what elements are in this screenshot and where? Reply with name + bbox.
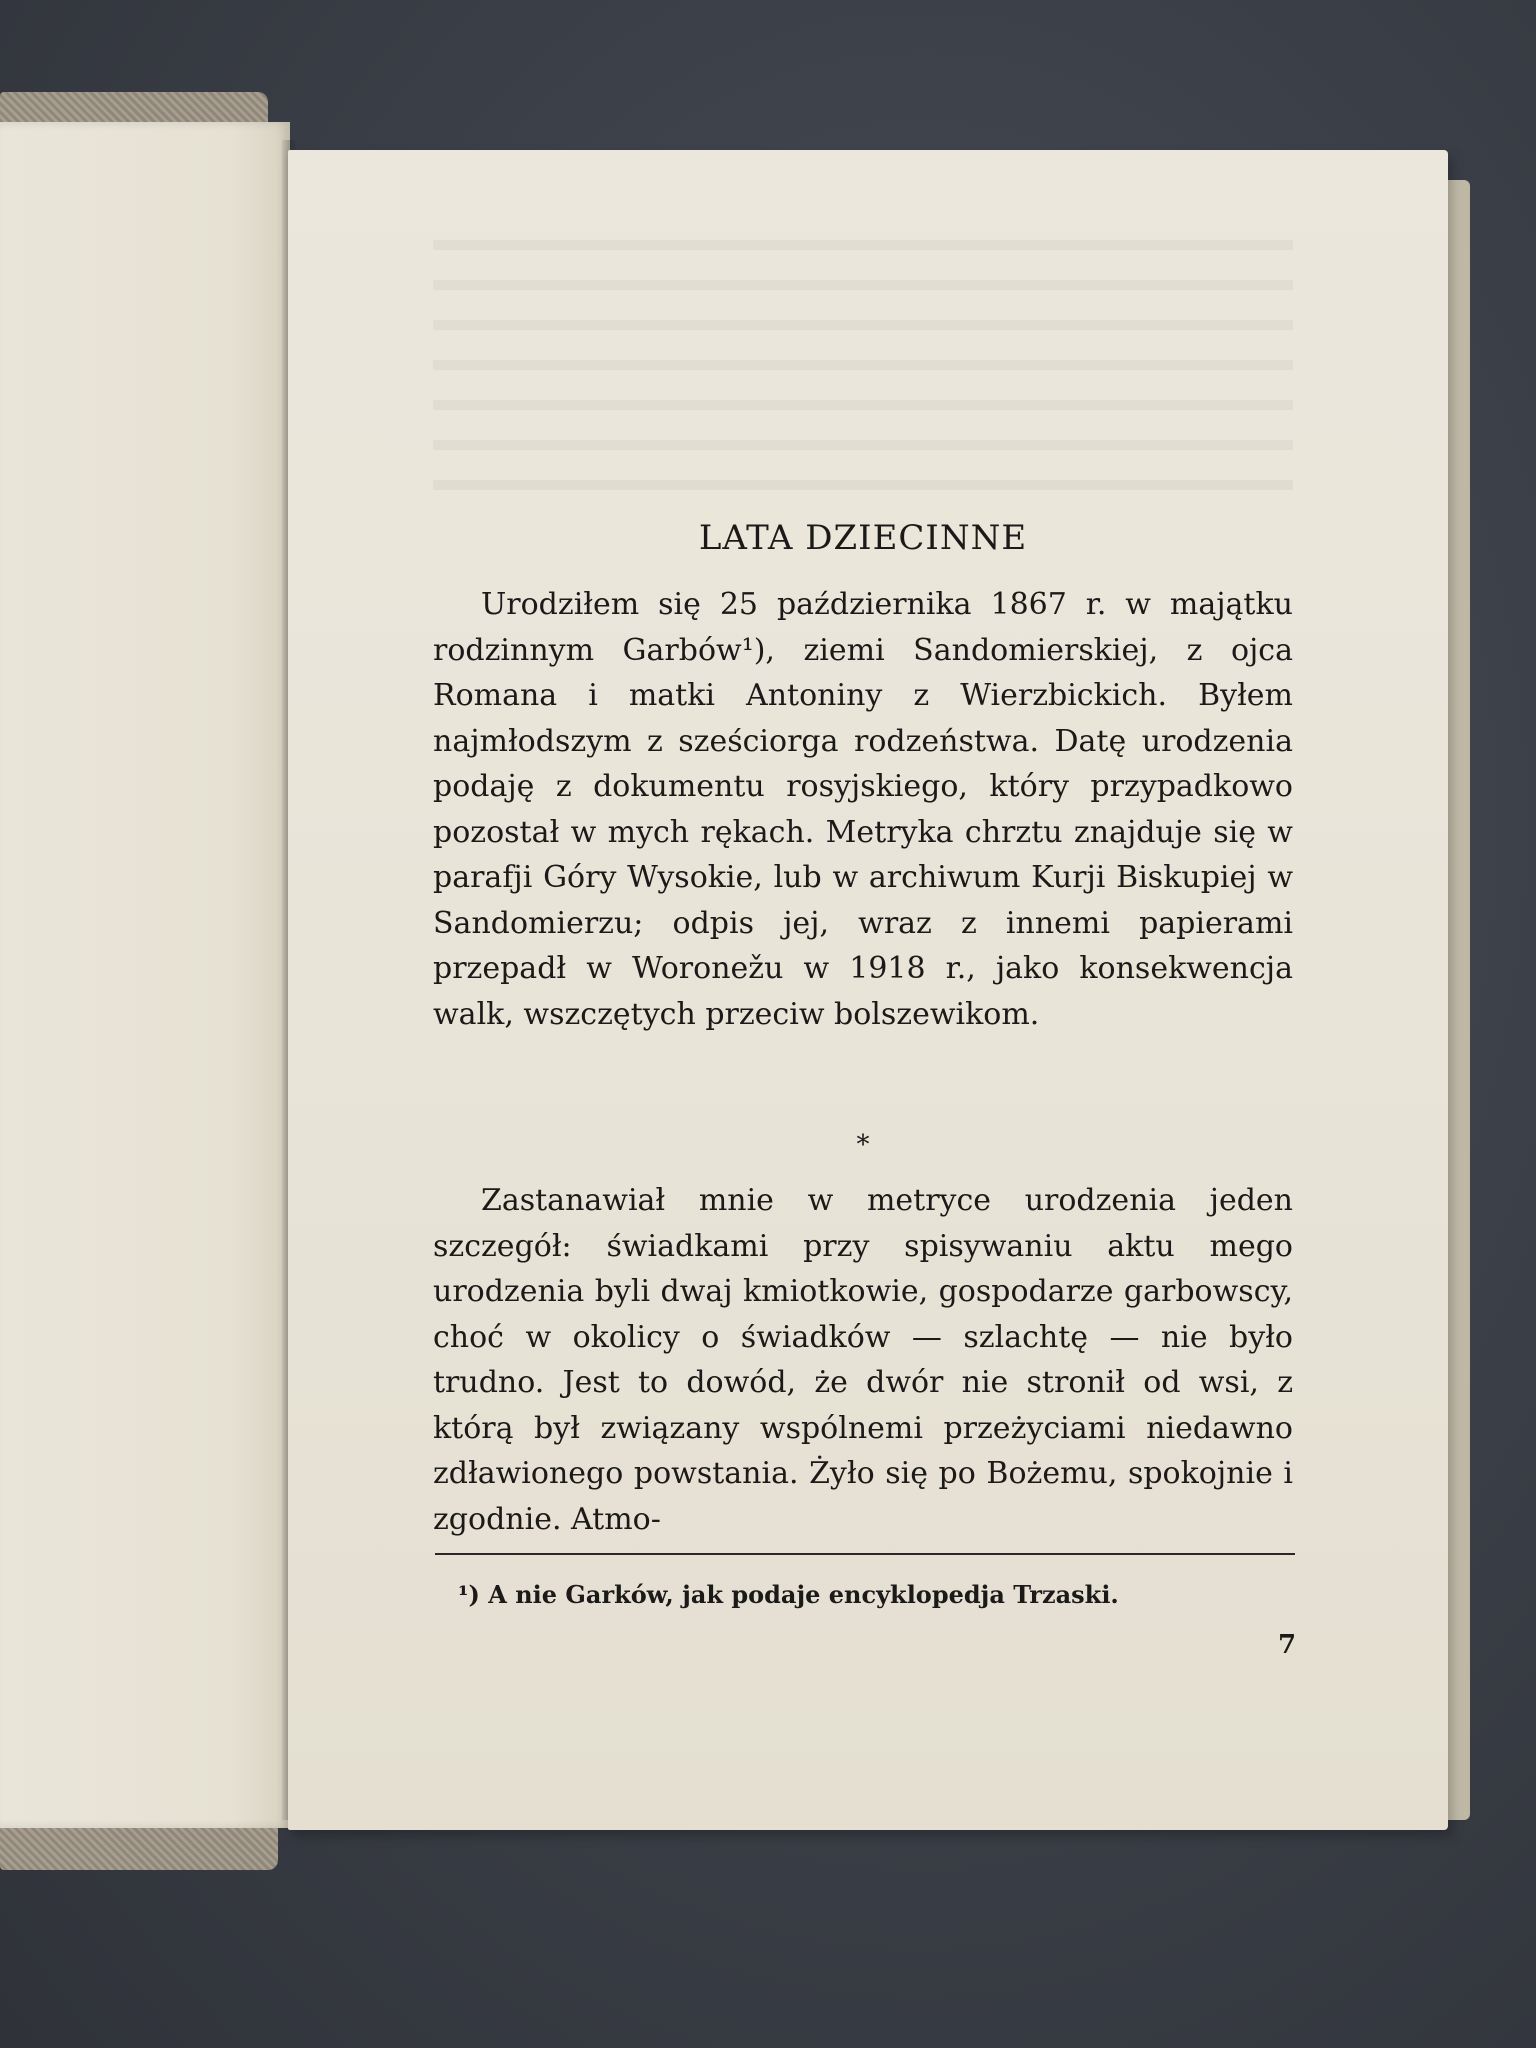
right-page [288, 150, 1448, 1830]
paragraph-birth: Urodziłem się 25 października 1867 r. w majątku rodzinnym Garbów¹), ziemi Sandomierskiej, z ojca Romana i matki Antoniny z Wierzbickich. Byłem najmłodszym z sześciorga rodzeństwa. Datę urodzenia podaję z dokumentu rosyjskiego, który przypadkowo pozostał w mych rękach. Metryka chrztu znajduje się w parafji Góry Wysokie, lub w archiwum Kurji Biskupiej w Sandomierzu; odpis jej, wraz z innemi papierami przepadł w Woronežu w 1918 r., jako konsekwencja walk, wszczętych przeciw bolszewikom. [433, 587, 1293, 1032]
bleed-through-text [433, 210, 1293, 500]
paragraph-witnesses: Zastanawiał mnie w metryce urodzenia jeden szczegół: świadkami przy spisywaniu aktu mego urodzenia byli dwaj kmiotkowie, gospodarze garbowscy, choć w okolicy o świadków — szlachtę — nie było trudno. Jest to dowód, że dwór nie stronił od wsi, z którą był związany wspólnemi przeżyciami niedawno zdławionego powstania. Żyło się po Bożemu, spokojnie i zgodnie. Atmo- [433, 1183, 1293, 1537]
left-page [0, 122, 290, 1828]
chapter-title: LATA DZIECINNE [698, 518, 1028, 558]
footnote: ¹) A nie Garków, jak podaje encyklopedja Trzaski. [458, 1580, 1119, 1609]
footnote-rule [435, 1553, 1295, 1555]
page-number: 7 [1278, 1630, 1297, 1660]
section-separator: * [856, 1130, 870, 1160]
